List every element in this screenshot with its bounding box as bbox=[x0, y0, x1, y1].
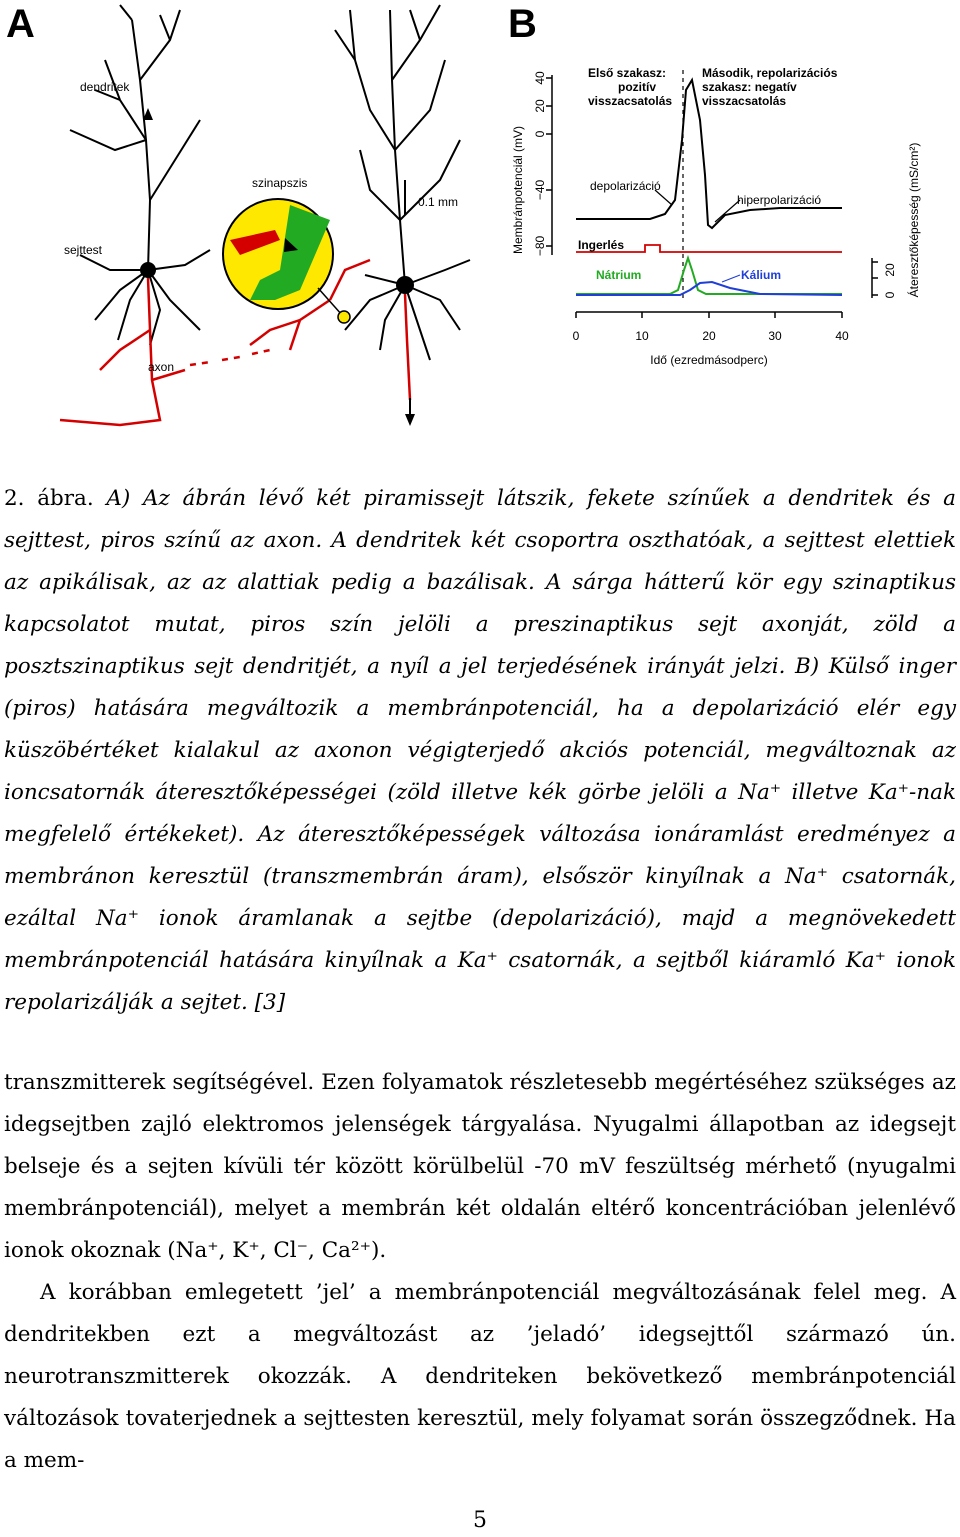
label-scale: 0.1 mm bbox=[418, 195, 459, 209]
y-left-label: Membránpotenciál (mV) bbox=[511, 125, 525, 255]
label-hiperpolarizacio: hiperpolarizáció bbox=[737, 193, 822, 207]
y-tick-m80: −80 bbox=[533, 235, 547, 257]
label-sejttest: sejttest bbox=[64, 243, 103, 257]
body-text bbox=[4, 1062, 956, 1482]
x-tick-20: 20 bbox=[702, 329, 716, 343]
label-kalium: Kálium bbox=[741, 268, 782, 282]
figure-caption bbox=[4, 478, 956, 1024]
label-depolarizacio: depolarizáció bbox=[590, 179, 661, 193]
up-arrow-icon bbox=[143, 108, 153, 120]
x-tick-30: 30 bbox=[768, 329, 782, 343]
panel-a-letter: A bbox=[6, 2, 35, 46]
caption-text: A) Az ábrán lévő két piramissejt látszik, fekete színűek a dendritek és a sejttest, piros színű az axon. A dendritek két csoportra oszthatóak, a sejttest elettiek az apikálisak, az az alattiak pedig a bazálisak. A sárga hátterű kör egy szinaptikus kapcsolatot mutat, piros szín jelöli a preszinaptikus sejt axonját, zöld a posztszinaptikus sejt dendritjét, a nyíl a jel terjedésének irányát jelzi. B) Külső inger (piros) hatására megváltozik a membránpotenciál, ha a depolarizáció elér egy küszöbértéket kialakul az axonon végigterjedő akciós potenciál, megváltoznak az ioncsatornák áteresztőképességei (zöld illetve kék görbe jelöli a Na⁺ illetve Ka⁺-nak megfelelő értékeket). Az áteresztőképességek változása ionáramlást eredményez a membránon keresztül (transzmembrán áram), elsőször kinyílnak a Na⁺ csatornák, ezáltal Na⁺ ionok áramlanak a sejtbe (depolarizáció), majd a megnövekedett membránpotenciál hatására kinyílnak a Ka⁺ csatornák, a sejtből kiáramló Ka⁺ ionok repolarizálják a sejtet. [3] bbox=[4, 486, 956, 1015]
y-right-tick-20: 20 bbox=[883, 263, 897, 277]
y-tick-m40: −40 bbox=[533, 179, 547, 201]
phase1-label: Első szakasz: pozitív visszacsatolás bbox=[588, 66, 673, 108]
label-axon: axon bbox=[148, 360, 175, 374]
caption-label: 2. ábra. bbox=[4, 486, 94, 511]
neuron-illustration bbox=[0, 0, 500, 440]
label-natrium: Nátrium bbox=[596, 268, 642, 282]
left-neuron-dendrites bbox=[70, 5, 210, 345]
x-tick-10: 10 bbox=[635, 329, 649, 343]
label-szinapszis: szinapszis bbox=[252, 176, 308, 190]
phase2-label: Második, repolarizációs szakasz: negatív visszacsatolás bbox=[702, 66, 838, 108]
y-right-label: Áteresztőképesség (mS/cm²) bbox=[907, 142, 921, 298]
left-soma bbox=[140, 262, 156, 278]
paragraph-1: transzmitterek segítségével. Ezen folyamatok részletesebb megértéséhez szükséges az idegsejtben zajló elektromos jelenségek tárgyalása. Nyugalmi állapotban az idegsejt belseje és a sejten kívüli tér között körülbelül -70 mV feszültség mérhető (nyugalmi membránpotenciál), melyet a membrán két oldalán eltérő koncentrációban jelenlévő ionok okoznak (Na⁺, K⁺, Cl⁻, Ca²⁺). bbox=[4, 1070, 956, 1263]
x-tick-0: 0 bbox=[572, 329, 580, 343]
y-tick-40: 40 bbox=[533, 71, 547, 85]
down-arrow-icon bbox=[405, 414, 415, 426]
synapse-circle bbox=[223, 199, 350, 323]
page-number: 5 bbox=[473, 1508, 487, 1533]
paragraph-2: A korábban emlegetett ’jel’ a membránpotenciál megváltozásának felel meg. A dendritekben ezt a megváltozást az ’jeladó’ idegsejttől származó ún. neurotranszmitterek okozzák. A dendriteken bekövetkező membránpotenciál változások tovaterjednek a sejttesten keresztül, mely folyamat során összegződnek. Ha a mem- bbox=[4, 1280, 956, 1473]
figure-2 bbox=[0, 0, 960, 440]
y-tick-20: 20 bbox=[533, 99, 547, 113]
left-axon bbox=[60, 278, 270, 425]
label-dendritek: dendritek bbox=[80, 80, 130, 94]
x-tick-40: 40 bbox=[835, 329, 849, 343]
panel-b-letter: B bbox=[508, 2, 537, 46]
label-ingerles: Ingerlés bbox=[578, 238, 625, 252]
x-axis-label: Idő (ezredmásodperc) bbox=[650, 353, 768, 367]
y-right-tick-0: 0 bbox=[883, 291, 897, 299]
right-soma bbox=[396, 276, 414, 294]
y-tick-0: 0 bbox=[533, 130, 547, 138]
right-neuron-dendrites bbox=[335, 5, 470, 360]
